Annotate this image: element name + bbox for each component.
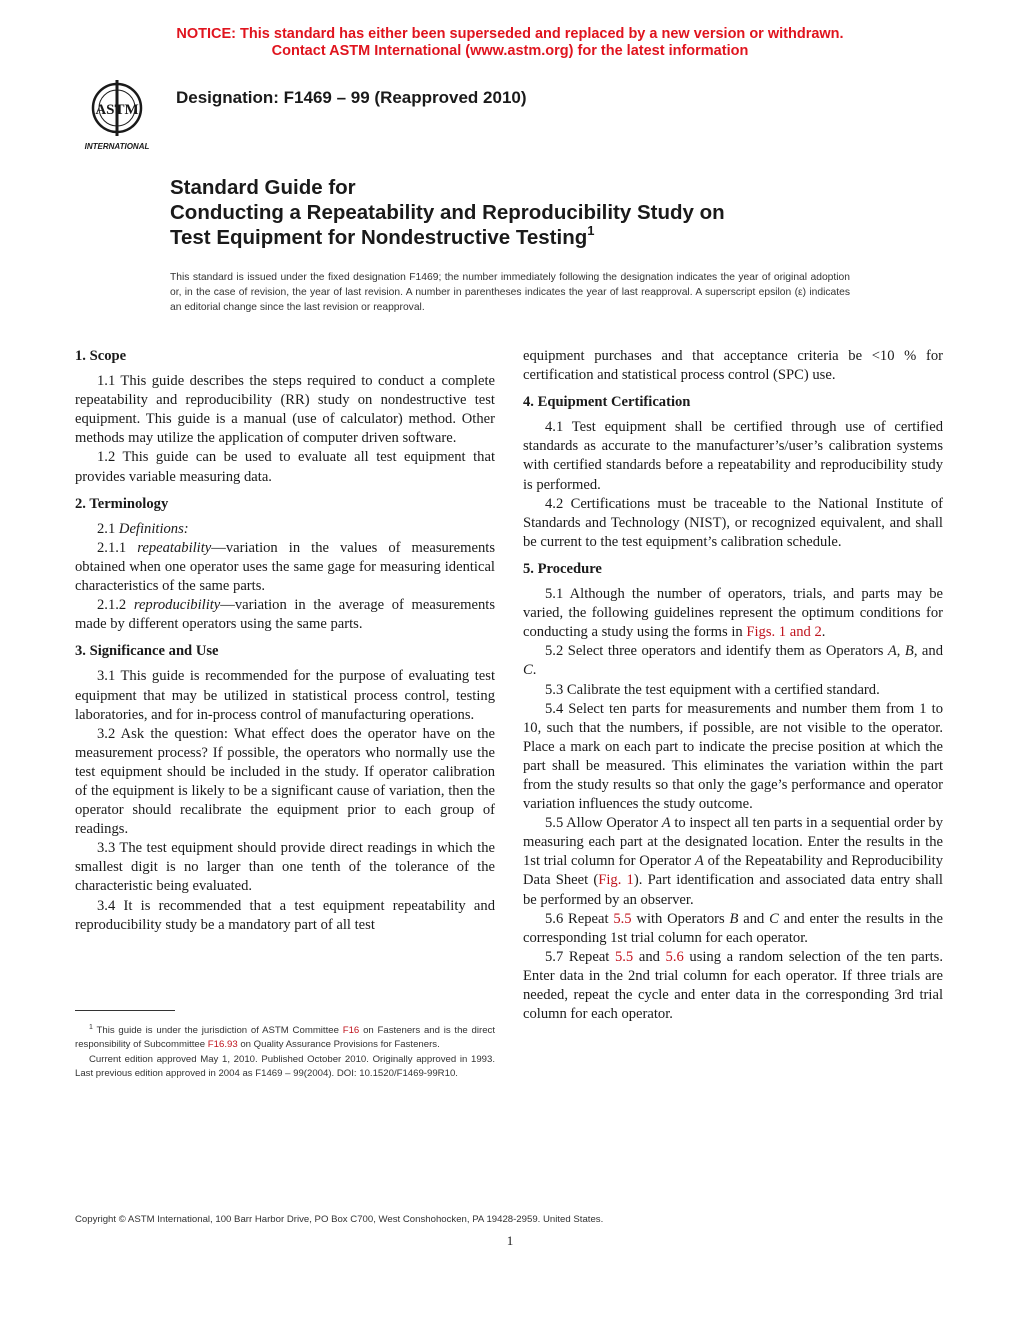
heading-scope: 1. Scope xyxy=(75,348,127,364)
figs-1-2-link[interactable]: Figs. 1 and 2 xyxy=(746,624,822,641)
title-footnote-mark: 1 xyxy=(587,223,595,238)
title-line-3: Test Equipment for Nondestructive Testing$^1$ xyxy=(170,223,595,249)
footnote-edition: Current edition approved May 1, 2010. Published October 2010. Originally approved in 1993. Last previous edition approved in 2004 as F1469 – 99(2004). DOI: 10.1520/F1469-99R10. xyxy=(75,1053,495,1079)
footnote-1: $^1$ This guide is under the jurisdiction of ASTM Committee F16 on Fasteners and is the direct responsibility of Subcommittee F16.93 on Quality Assurance Provisions for Fasteners. xyxy=(75,1024,495,1051)
para-5-4: 5.4 Select ten parts for measurements and number them from 1 to 10, such that the numbers, if possible, are not visible to the operator. Place a mark on each part to indicate the precise position at which the part shall be measured. This eliminates the variation within the part from the study results so that only the gage’s performance and operator variation influences the study outcome. xyxy=(523,700,943,813)
notice-line-2: Contact ASTM International (www.astm.org) for the latest information xyxy=(271,43,749,59)
para-2-1: 2.1 Definitions: xyxy=(97,520,189,537)
footnote-rule xyxy=(75,1010,175,1011)
issued-note: This standard is issued under the fixed designation F1469; the number immediately following the designation indicates the year of original adoption or, in the case of revision, the year of last revision. A number in parentheses indicates the year of last reapproval. A superscript epsilon (ε) indicates an editorial change since the last revision or reapproval. xyxy=(170,272,850,313)
page-number: 1 xyxy=(506,1233,514,1248)
para-5-2: 5.2 Select three operators and identify them as Operators A, B, and C. xyxy=(523,643,943,679)
title-line-1: Standard Guide for xyxy=(170,176,356,199)
para-5-3: 5.3 Calibrate the test equipment with a certified standard. xyxy=(545,681,880,698)
para-5-7: 5.7 Repeat 5.5 and 5.6 using a random selection of the ten parts. Enter data in the 2nd trial column for each operator. If three trials are needed, repeat the cycle and enter data in the corresponding 3rd trial column for each operator. xyxy=(523,948,943,1023)
para-3-4-start: 3.4 It is recommended that a test equipment repeatability and reproducibility study be a mandatory part of all test xyxy=(75,897,495,933)
left-column xyxy=(75,347,495,935)
para-3-3: 3.3 The test equipment should provide direct readings in which the smallest digit is no larger than one tenth of the tolerance of the characteristic being evaluated. xyxy=(75,840,495,895)
heading-procedure: 5. Procedure xyxy=(523,560,602,577)
right-column xyxy=(523,347,943,1024)
svg-text:INTERNATIONAL: INTERNATIONAL xyxy=(84,142,150,151)
footnotes xyxy=(75,1021,495,1081)
document-title xyxy=(170,175,930,250)
fig-1-link[interactable]: Fig. 1 xyxy=(598,872,634,889)
heading-significance: 3. Significance and Use xyxy=(75,643,219,660)
para-1-2: 1.2 This guide can be used to evaluate all test equipment that provides variable measuring data. xyxy=(75,449,495,485)
ref-5-5-link[interactable]: 5.5 xyxy=(613,910,632,927)
para-2-1-2: 2.1.2 reproducibility—variation in the average of measurements made by different operators using the same parts. xyxy=(75,597,495,633)
ref-5-6-link[interactable]: 5.6 xyxy=(665,948,684,965)
para-3-2: 3.2 Ask the question: What effect does the operator have on the measurement process? If possible, the operators who normally use the test equipment should be included in the study. If operator calibration of the equipment is likely to be a significant cause of variation, then the operator should recalibrate the equipment prior to each group of readings. xyxy=(75,725,495,838)
notice-line-1: NOTICE: This standard has either been superseded and replaced by a new version or withdrawn. xyxy=(176,26,844,42)
withdrawn-notice xyxy=(0,26,1020,60)
f16-link[interactable]: F16 xyxy=(342,1025,360,1037)
para-4-2: 4.2 Certifications must be traceable to the National Institute of Standards and Technology (NIST), or recognized equivalent, and shall be current to the test equipment’s calibration schedule. xyxy=(523,495,943,550)
para-5-6: 5.6 Repeat 5.5 with Operators B and C and enter the results in the corresponding 1st trial column for each operator. xyxy=(523,910,943,946)
svg-text:ASTM: ASTM xyxy=(95,102,139,118)
para-5-1: 5.1 Although the number of operators, trials, and parts may be varied, the following guidelines represent the optimum conditions for conducting a study using the forms in Figs. 1 and 2. xyxy=(523,586,943,641)
astm-logo xyxy=(74,74,160,154)
designation: Designation: F1469 – 99 (Reapproved 2010) xyxy=(176,88,527,107)
para-3-4-continued: equipment purchases and that acceptance criteria be <10 % for certification and statistical process control (SPC) use. xyxy=(523,348,943,384)
para-4-1: 4.1 Test equipment shall be certified through use of certified standards as accurate to the manufacturer’s/user’s calibration systems with certified standards before a repeatability and reproducibility study is performed. xyxy=(523,419,943,493)
para-1-1: 1.1 This guide describes the steps required to conduct a complete repeatability and reproducibility (RR) study on nondestructive test equipment. This guide is a manual (use of calculator) method. Other methods may utilize the application of computer driven software. xyxy=(75,373,495,447)
para-2-1-1: 2.1.1 repeatability—variation in the values of measurements obtained when one operator uses the same gage for measuring identical characteristics of the same parts. xyxy=(75,539,495,595)
copyright: Copyright © ASTM International, 100 Barr Harbor Drive, PO Box C700, West Conshohocken, PA 19428-2959. United States. xyxy=(75,1214,604,1225)
f16-93-link[interactable]: F16.93 xyxy=(207,1039,238,1051)
heading-terminology: 2. Terminology xyxy=(75,495,169,512)
heading-certification: 4. Equipment Certification xyxy=(523,394,691,411)
ref-5-5-link-2[interactable]: 5.5 xyxy=(614,948,634,965)
para-3-1: 3.1 This guide is recommended for the purpose of evaluating test equipment that may be utilized in statistical process control, testing laboratories, and for in-process control of manufacturing operations. xyxy=(75,668,495,723)
para-5-5: 5.5 Allow Operator A to inspect all ten parts in a sequential order by measuring each part at the designated location. Enter the results in the 1st trial column for Operator A of the Repeatability and Reproducibility Data Sheet (Fig. 1). Part identification and associated data entry shall be performed by an observer. xyxy=(523,815,944,908)
title-line-2: Conducting a Repeatability and Reproducibility Study on xyxy=(170,201,725,224)
